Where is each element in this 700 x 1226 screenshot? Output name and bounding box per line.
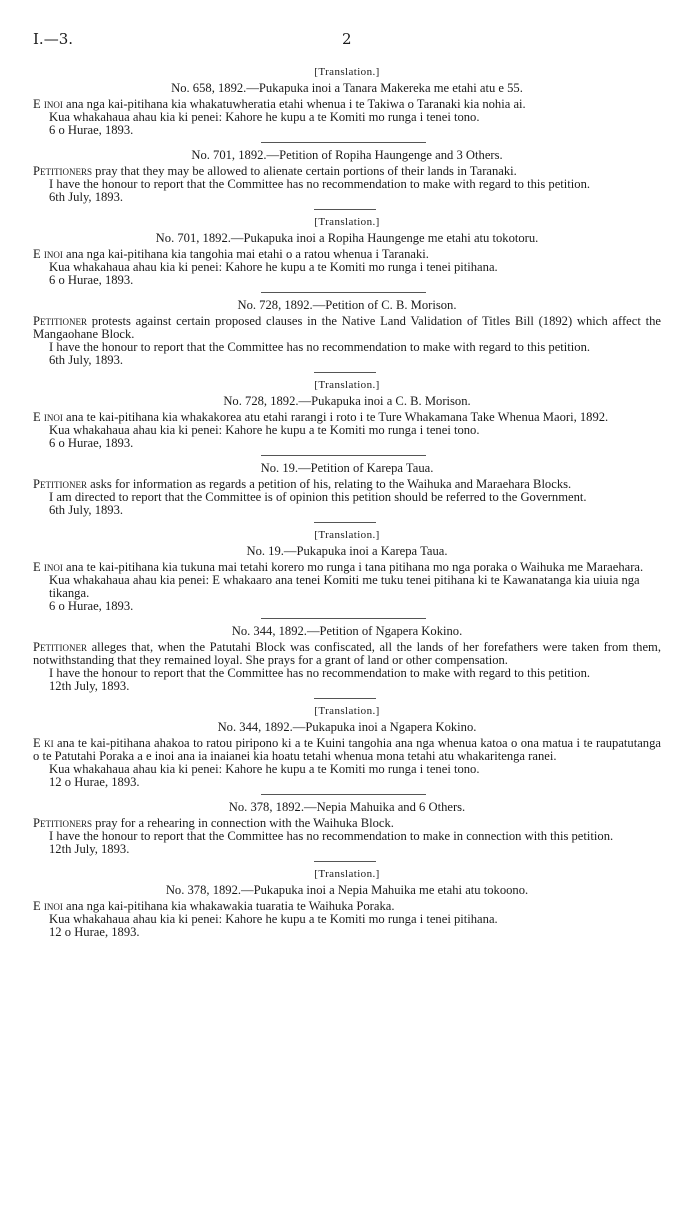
petition-title: No. 19.—Pukapuka inoi a Karepa Taua.	[246, 544, 448, 558]
committee-report: I am directed to report that the Committee is of opinion this petition should be referred to the Government.	[49, 490, 587, 504]
section-divider	[314, 372, 376, 373]
lead-word: Petitioner	[33, 640, 87, 654]
report-date: 6 o Hurae, 1893.	[49, 436, 134, 450]
petition-summary	[33, 641, 661, 667]
summary-text: ana te kai-pitihana ahakoa to ratou piripono ki a te Kuini tangohia ana nga whenua katoa o ona matua i te raupatutanga o te Patutahi Poraka a e inoi ana ia inaianei kia hoatu tetahi whenua mona tetahi atu whakaritenga ranei.	[33, 736, 661, 763]
translation-entry	[33, 66, 661, 137]
translation-label: [Translation.]	[314, 705, 380, 717]
petition-summary	[33, 737, 661, 763]
summary-text: ana te kai-pitihana kia whakakorea atu etahi rarangi i roto i te Ture Whakamana Take Whenua Maori, 1892.	[62, 410, 609, 424]
report-date: 6th July, 1893.	[49, 353, 124, 367]
summary-text: protests against certain proposed clauses in the Native Land Validation of Titles Bill (1892) which affect the Mangaohane Block.	[33, 314, 661, 341]
summary-text: pray that they may be allowed to alienate certain portions of their lands in Taranaki.	[92, 164, 517, 178]
committee-report: Kua whakahaua ahau kia ki penei: Kahore he kupu a te Komiti mo runga i tenei tono.	[49, 423, 480, 437]
summary-text: asks for information as regards a petition of his, relating to the Waihuka and Maraehara Blocks.	[87, 477, 572, 491]
translation-entry	[33, 216, 661, 287]
translation-label: [Translation.]	[314, 379, 380, 391]
section-divider	[261, 618, 426, 619]
petition-title: No. 658, 1892.—Pukapuka inoi a Tanara Makereka me etahi atu e 55.	[171, 81, 523, 95]
translation-entry	[33, 868, 661, 939]
section-divider	[314, 522, 376, 523]
translation-label: [Translation.]	[314, 868, 380, 880]
report-date: 12th July, 1893.	[49, 679, 130, 693]
committee-report: I have the honour to report that the Committee has no recommendation to make in connection with this petition.	[49, 829, 614, 843]
committee-report: Kua whakahaua ahau kia ki penei: Kahore he kupu a te Komiti mo runga i tenei pitihana.	[49, 912, 498, 926]
committee-report: Kua whakahaua ahau kia penei: E whakaaro ana tenei Komiti me tuku tenei pitihana ki te Kawanatanga kia uiuia nga tikanga.	[49, 573, 640, 600]
section-divider	[314, 698, 376, 699]
lead-word: Petitioner	[33, 314, 87, 328]
lead-word: Petitioners	[33, 816, 92, 830]
petition-entry	[33, 299, 661, 367]
petition-title: No. 701, 1892.—Petition of Ropiha Haungenge and 3 Others.	[191, 148, 503, 162]
summary-text: ana te kai-pitihana kia tukuna mai tetahi korero mo runga i tana pitihana mo nga poraka o Waihuka me Maraehara.	[62, 560, 644, 574]
translation-label: [Translation.]	[314, 529, 380, 541]
translation-label: [Translation.]	[314, 216, 380, 228]
section-divider	[314, 209, 376, 210]
petition-title: No. 378, 1892.—Nepia Mahuika and 6 Others.	[228, 800, 466, 814]
petition-title: No. 344, 1892.—Pukapuka inoi a Ngapera Kokino.	[217, 720, 477, 734]
report-date: 6 o Hurae, 1893.	[49, 599, 134, 613]
document-body	[33, 66, 661, 939]
summary-text: ana nga kai-pitihana kia whakawakia tuaratia te Waihuka Poraka.	[62, 899, 395, 913]
committee-report: I have the honour to report that the Committee has no recommendation to make with regard to this petition.	[49, 177, 591, 191]
paper-reference: I.—3.	[33, 30, 74, 48]
summary-text: alleges that, when the Patutahi Block was confiscated, all the lands of her forefathers were taken from them, notwithstanding that they remained loyal. She prays for a grant of land or other compensation.	[33, 640, 661, 667]
page-header	[0, 30, 700, 50]
lead-word: Petitioners	[33, 164, 92, 178]
lead-word: E inoi	[33, 247, 63, 261]
petition-title: No. 344, 1892.—Petition of Ngapera Kokino.	[231, 624, 463, 638]
section-divider	[261, 794, 426, 795]
translation-entry	[33, 705, 661, 789]
report-date: 12 o Hurae, 1893.	[49, 925, 140, 939]
translation-entry	[33, 379, 661, 450]
petition-summary	[33, 315, 661, 341]
report-date: 12 o Hurae, 1893.	[49, 775, 140, 789]
translation-label: [Translation.]	[314, 66, 380, 78]
lead-word: E inoi	[33, 97, 63, 111]
petition-entry	[33, 149, 661, 204]
section-divider	[314, 861, 376, 862]
report-date: 6 o Hurae, 1893.	[49, 123, 134, 137]
report-date: 6th July, 1893.	[49, 190, 124, 204]
lead-word: Petitioner	[33, 477, 87, 491]
petition-entry	[33, 462, 661, 517]
summary-text: ana nga kai-pitihana kia tangohia mai etahi o a ratou whenua i Taranaki.	[62, 247, 429, 261]
section-divider	[261, 292, 426, 293]
section-divider	[261, 142, 426, 143]
committee-report: Kua whakahaua ahau kia ki penei: Kahore he kupu a te Komiti mo runga i tenei pitihana.	[49, 260, 498, 274]
lead-word: E ki	[33, 736, 54, 750]
lead-word: E inoi	[33, 899, 63, 913]
summary-text: ana nga kai-pitihana kia whakatuwheratia etahi whenua i te Takiwa o Taranaki kia nohia ai.	[62, 97, 526, 111]
petition-title: No. 728, 1892.—Petition of C. B. Morison.	[237, 298, 457, 312]
lead-word: E inoi	[33, 410, 63, 424]
lead-word: E inoi	[33, 560, 63, 574]
committee-report: I have the honour to report that the Committee has no recommendation to make with regard to this petition.	[49, 340, 591, 354]
report-date: 12th July, 1893.	[49, 842, 130, 856]
committee-report: Kua whakahaua ahau kia ki penei: Kahore he kupu a te Komiti mo runga i tenei tono.	[49, 110, 480, 124]
committee-report: Kua whakahaua ahau kia ki penei: Kahore he kupu a te Komiti mo runga i tenei tono.	[49, 762, 480, 776]
petition-title: No. 701, 1892.—Pukapuka inoi a Ropiha Haungenge me etahi atu tokotoru.	[155, 231, 539, 245]
committee-report: I have the honour to report that the Committee has no recommendation to make with regard to this petition.	[49, 666, 591, 680]
summary-text: pray for a rehearing in connection with the Waihuka Block.	[92, 816, 394, 830]
petition-entry	[33, 625, 661, 693]
page-number: 2	[342, 30, 352, 48]
section-divider	[261, 455, 426, 456]
petition-title: No. 728, 1892.—Pukapuka inoi a C. B. Morison.	[223, 394, 471, 408]
petition-title: No. 19.—Petition of Karepa Taua.	[260, 461, 434, 475]
translation-entry	[33, 529, 661, 613]
petition-entry	[33, 801, 661, 856]
petition-title: No. 378, 1892.—Pukapuka inoi a Nepia Mahuika me etahi atu tokoono.	[165, 883, 529, 897]
report-date: 6th July, 1893.	[49, 503, 124, 517]
report-date: 6 o Hurae, 1893.	[49, 273, 134, 287]
